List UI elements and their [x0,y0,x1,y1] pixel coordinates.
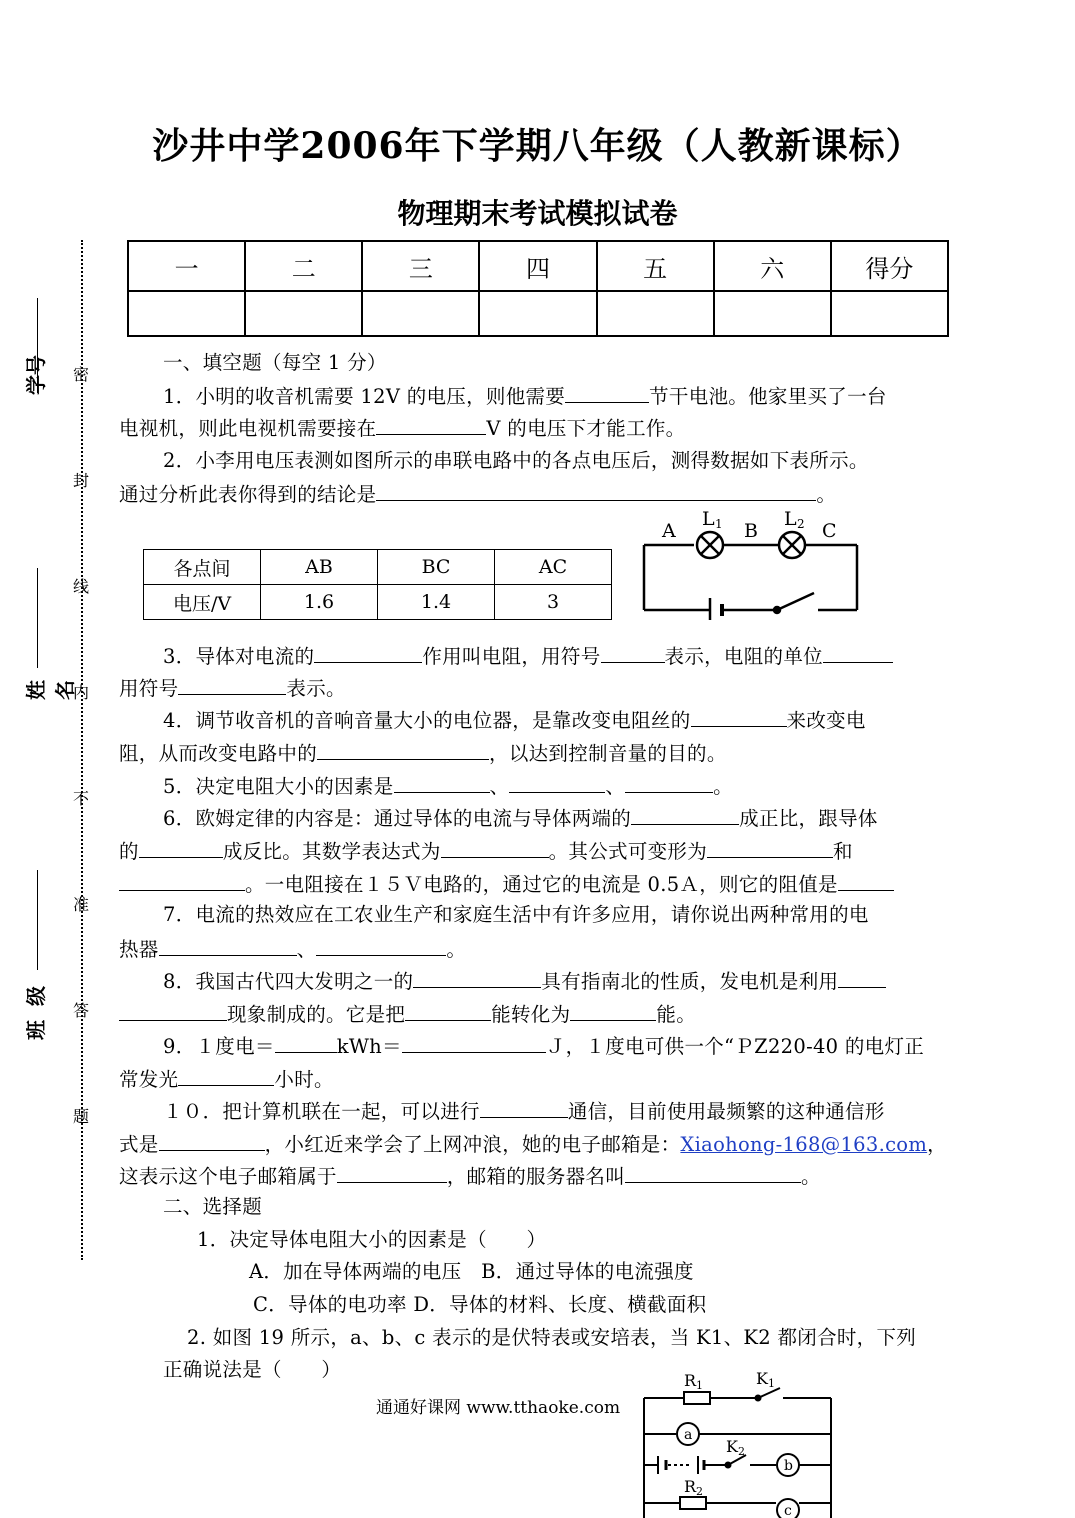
q8-line1: 8．我国古代四大发明之一的 具有指南北的性质，发电机是利用 [119,967,1003,995]
score-cell[interactable] [831,291,948,336]
answer-blank[interactable] [376,480,816,501]
q8-line2: 现象制成的。它是把 能转化为 能。 [119,1000,959,1028]
volt-cell: 电压/V [144,585,261,620]
label-C: C [822,520,837,542]
q1-line1: 1．小明的收音机需要 12V 的电压，则他需要 节干电池。他家里买了一台 [119,382,1003,410]
exam-title: 沙井中学2006年下学期八年级（人教新课标） [152,125,923,167]
seal-char: 线 [73,577,90,596]
seal-char: 内 [73,683,90,702]
q1-line2: 电视机，则此电视机需要接在 V 的电压下才能工作。 [119,414,959,442]
label-K1: K [756,1370,768,1388]
q9-line2: 常发光 小时。 [119,1065,959,1093]
answer-blank[interactable] [317,739,489,760]
answer-blank[interactable] [631,804,739,825]
q9-line1: 9．１度电＝ kWh＝ Ｊ，１度电可供一个“ＰZ220-40 的电灯正 [119,1032,1003,1060]
score-cell[interactable] [479,291,596,336]
meter-c: c [784,1503,792,1518]
label-K2: K [726,1437,738,1456]
section1-heading: 一、填空题（每空 1 分） [163,351,387,374]
answer-blank[interactable] [316,935,446,956]
q6-line1: 6．欧姆定律的内容是：通过导体的电流与导体两端的 成正比，跟导体 [119,804,1003,832]
answer-blank[interactable] [402,1032,546,1053]
meter-a: a [684,1427,693,1443]
volt-header: BC [378,550,495,585]
answer-blank[interactable] [139,837,223,858]
answer-blank[interactable] [314,642,422,663]
circuit-figure-19 [630,1370,845,1518]
voltage-table [143,549,612,620]
volt-cell: 1.4 [378,585,495,620]
section2-heading: 二、选择题 [163,1195,263,1218]
student-no-blank[interactable] [37,298,38,393]
email-link[interactable]: Xiaohong-168@163.com [680,1133,928,1156]
answer-blank[interactable] [178,674,286,695]
score-cell[interactable] [128,291,245,336]
footer-watermark: 通通好课网 www.tthaoke.com [376,1398,621,1418]
score-header: 得分 [831,241,948,291]
answer-blank[interactable] [413,967,541,988]
q7-line2: 热器 、 。 [119,935,959,963]
q2-line1: 2．小李用电压表测如图所示的串联电路中的各点电压后，测得数据如下表所示。 [163,449,869,472]
answer-blank[interactable] [570,1000,656,1021]
volt-header: AC [495,550,612,585]
q6-line2: 的 成反比。其数学表达式为 。其公式可变形为 和 [119,837,959,865]
score-table [127,240,949,337]
label-R2: R [684,1477,697,1496]
q7-line1: 7．电流的热效应在工农业生产和家庭生活中有许多应用，请你说出两种常用的电 [163,903,869,926]
class-label: 班级 [24,972,48,1040]
seal-char: 准 [73,895,90,914]
label-B: B [744,520,758,542]
q10-line3: 这表示这个电子邮箱属于 ，邮箱的服务器名叫 。 [119,1162,959,1190]
label-R2-sub: 2 [696,1485,703,1498]
mc1-options-cd[interactable]: C．导体的电功率 D．导体的材料、长度、横截面积 [253,1293,707,1316]
score-cell[interactable] [714,291,831,336]
answer-blank[interactable] [838,870,894,891]
score-cell[interactable] [245,291,362,336]
name-blank[interactable] [37,568,38,668]
seal-char: 不 [73,789,90,808]
label-R1-sub: 1 [696,1379,703,1392]
score-header: 六 [714,241,831,291]
answer-blank[interactable] [823,642,893,663]
answer-blank[interactable] [509,772,605,793]
answer-blank[interactable] [565,382,649,403]
q6-line3: 。一电阻接在１５Ｖ电路的，通过它的电流是 0.5Ａ，则它的阻值是 [119,870,959,898]
q10-line2: 式是 ，小红近来学会了上网冲浪，她的电子邮箱是：Xiaohong-168@163.com， [119,1130,959,1158]
score-header: 四 [479,241,596,291]
score-header: 五 [597,241,714,291]
label-K2-sub: 2 [738,1445,745,1458]
answer-blank[interactable] [707,837,833,858]
answer-blank[interactable] [178,1065,274,1086]
label-A: A [662,520,676,542]
answer-blank[interactable] [119,1000,227,1021]
mc1-stem: 1．决定导体电阻大小的因素是（ ） [197,1228,547,1251]
label-L2-sub: 2 [797,517,805,531]
seal-char: 题 [73,1107,90,1126]
mc1-options-ab[interactable]: A．加在导体两端的电压 B．通过导体的电流强度 [249,1260,694,1283]
seal-char: 密 [73,365,90,384]
q2-line2: 通过分析此表你得到的结论是 。 [119,480,959,508]
label-R1: R [684,1371,697,1390]
q3-line1: 3．导体对电流的 作用叫电阻，用符号 表示，电阻的单位 [119,642,1003,670]
score-header: 三 [362,241,479,291]
exam-subtitle: 物理期末考试模拟试卷 [397,197,678,230]
volt-header: 各点间 [144,550,261,585]
label-L1-sub: 1 [715,517,723,531]
volt-cell: 3 [495,585,612,620]
meter-b: b [784,1458,793,1474]
answer-blank[interactable] [405,1000,491,1021]
volt-cell: 1.6 [261,585,378,620]
answer-blank[interactable] [275,1032,337,1053]
label-L2: L [784,508,797,530]
answer-blank[interactable] [119,870,245,891]
student-no-label: 学号 [24,355,48,395]
q4-line2: 阻，从而改变电路中的 ，以达到控制音量的目的。 [119,739,959,767]
answer-blank[interactable] [337,1162,447,1183]
answer-blank[interactable] [159,1130,265,1151]
answer-blank[interactable] [625,1162,801,1183]
score-cell[interactable] [362,291,479,336]
q10-line1: １０．把计算机联在一起，可以进行 通信，目前使用最频繁的这种通信形 [119,1097,1003,1125]
series-circuit-diagram [636,505,866,620]
answer-blank[interactable] [691,706,787,727]
answer-blank[interactable] [441,837,549,858]
seal-char: 答 [73,1001,90,1020]
mc2-line1: 2. 如图 19 所示，a、b、c 表示的是伏特表或安培表，当 K1、K2 都闭合时，下列 [187,1326,917,1349]
answer-blank[interactable] [601,642,665,663]
mc2-line2: 正确说法是（ ） [163,1358,342,1381]
q3-line2: 用符号 表示。 [119,674,959,702]
answer-blank[interactable] [480,1097,568,1118]
score-header: 一 [128,241,245,291]
label-K1-sub: 1 [768,1377,775,1390]
class-blank[interactable] [37,870,38,970]
answer-blank[interactable] [394,772,490,793]
seal-char: 封 [73,471,90,490]
score-header: 二 [245,241,362,291]
answer-blank[interactable] [159,935,297,956]
score-cell[interactable] [597,291,714,336]
answer-blank[interactable] [376,414,486,435]
q5-line: 5．决定电阻大小的因素是 、 、 。 [119,772,1003,800]
answer-blank[interactable] [625,772,713,793]
volt-header: AB [261,550,378,585]
name-label: 姓名 [24,650,77,700]
label-L1: L [702,508,715,530]
q4-line1: 4．调节收音机的音响音量大小的电位器，是靠改变电阻丝的 来改变电 [119,706,1003,734]
answer-blank[interactable] [838,967,886,988]
